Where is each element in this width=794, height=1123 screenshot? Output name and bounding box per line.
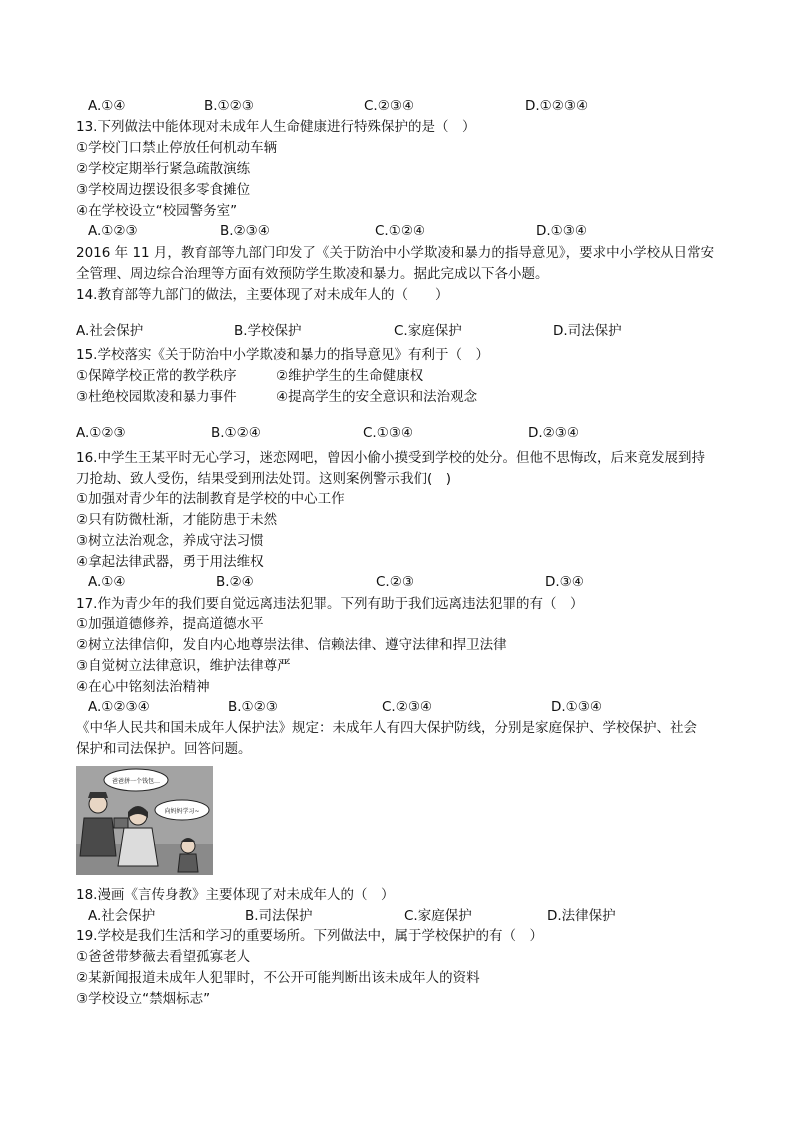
q17-item-3: ③自觉树立法律意识，维护法律尊严 [76,658,291,674]
q15-option-c: C.①③④ [363,425,414,441]
q16-option-c: C.②③ [376,574,414,590]
cartoon-image [76,766,213,875]
q14-option-a: A.社会保护 [76,323,144,339]
q18-stem: 18.漫画《言传身教》主要体现了对未成年人的（ ） [76,887,395,903]
q17-stem: 17.作为青少年的我们要自觉远离违法犯罪。下列有助于我们远离违法犯罪的有（ ） [76,596,584,612]
q17-option-c: C.②③④ [382,699,433,715]
q15-item-1: ①保障学校正常的教学秩序 [76,368,237,384]
q19-stem: 19.学校是我们生活和学习的重要场所。下列做法中，属于学校保护的有（ ） [76,928,543,944]
q18-option-b: B.司法保护 [245,908,313,924]
q19-item-3: ③学校设立“禁烟标志” [76,991,211,1007]
q17-item-2: ②树立法律信仰，发自内心地尊崇法律、信赖法律、遵守法律和捍卫法律 [76,637,507,653]
q13-stem: 13.下列做法中能体现对未成年人生命健康进行特殊保护的是（ ） [76,119,476,135]
q16-option-b: B.②④ [216,574,254,590]
q17-option-a: A.①②③④ [88,699,150,715]
passage1-line-1: 2016 年 11 月，教育部等九部门印发了《关于防治中小学欺凌和暴力的指导意见》，要求中小学校从日常安 [76,245,715,261]
q14-option-b: B.学校保护 [234,323,302,339]
q17-option-d: D.①③④ [551,699,602,715]
q13-option-a: A.①②③ [88,223,138,239]
q13-item-4: ④在学校设立“校园警务室” [76,203,238,219]
q16-stem-line-1: 16.中学生王某平时无心学习，迷恋网吧，曾因小偷小摸受到学校的处分。但他不思悔改，后来竟发展到持 [76,450,705,466]
cartoon-illustration [76,766,213,875]
q16-item-3: ③树立法治观念，养成守法习惯 [76,533,264,549]
q15-option-b: B.①②④ [211,425,261,441]
q14-stem: 14.教育部等九部门的做法，主要体现了对未成年人的（ ） [76,287,449,303]
q13-option-d: D.①③④ [536,223,587,239]
q12-option-b: B.①②③ [204,98,254,114]
q15-item-4: ④提高学生的安全意识和法治观念 [276,389,478,405]
passage2-line-2: 保护和司法保护。回答问题。 [76,741,252,757]
q16-item-1: ①加强对青少年的法制教育是学校的中心工作 [76,491,345,507]
cartoon-bubble-1-text: 爸爸拼一个钱包… [111,778,161,785]
passage2-line-1: 《中华人民共和国未成年人保护法》规定：未成年人有四大保护防线，分别是家庭保护、学校保护、社会 [76,720,697,736]
q14-option-d: D.司法保护 [553,323,622,339]
q12-option-c: C.②③④ [364,98,415,114]
q16-item-4: ④拿起法律武器，勇于用法维权 [76,554,264,570]
q16-stem-line-2: 刀抢劫、致人受伤，结果受到刑法处罚。这则案例警示我们( ) [76,471,452,487]
q16-option-d: D.③④ [545,574,584,590]
q17-option-b: B.①②③ [228,699,278,715]
q19-item-1: ①爸爸带梦薇去看望孤寡老人 [76,949,251,965]
q15-option-a: A.①②③ [76,425,126,441]
q15-item-2: ②维护学生的生命健康权 [276,368,424,384]
q14-option-c: C.家庭保护 [394,323,462,339]
cartoon-bubble-2-text: 向妈妈学习~ [164,808,200,815]
q18-option-c: C.家庭保护 [404,908,472,924]
q12-option-a: A.①④ [88,98,126,114]
q19-item-2: ②某新闻报道未成年人犯罪时，不公开可能判断出该未成年人的资料 [76,970,480,986]
q15-option-d: D.②③④ [528,425,579,441]
q18-option-d: D.法律保护 [547,908,616,924]
passage1-line-2: 全管理、周边综合治理等方面有效预防学生欺凌和暴力。据此完成以下各小题。 [76,266,549,282]
q15-stem: 15.学校落实《关于防治中小学欺凌和暴力的指导意见》有利于（ ） [76,347,489,363]
q17-item-1: ①加强道德修养，提高道德水平 [76,616,264,632]
q13-item-1: ①学校门口禁止停放任何机动车辆 [76,140,278,156]
q18-option-a: A.社会保护 [88,908,156,924]
q16-option-a: A.①④ [88,574,126,590]
q13-item-2: ②学校定期举行紧急疏散演练 [76,161,251,177]
q13-option-c: C.①②④ [375,223,426,239]
q16-item-2: ②只有防微杜渐，才能防患于未然 [76,512,278,528]
q13-item-3: ③学校周边摆设很多零食摊位 [76,182,251,198]
q15-item-3: ③杜绝校园欺凌和暴力事件 [76,389,237,405]
q12-option-d: D.①②③④ [525,98,589,114]
q13-option-b: B.②③④ [220,223,270,239]
q17-item-4: ④在心中铭刻法治精神 [76,679,210,695]
